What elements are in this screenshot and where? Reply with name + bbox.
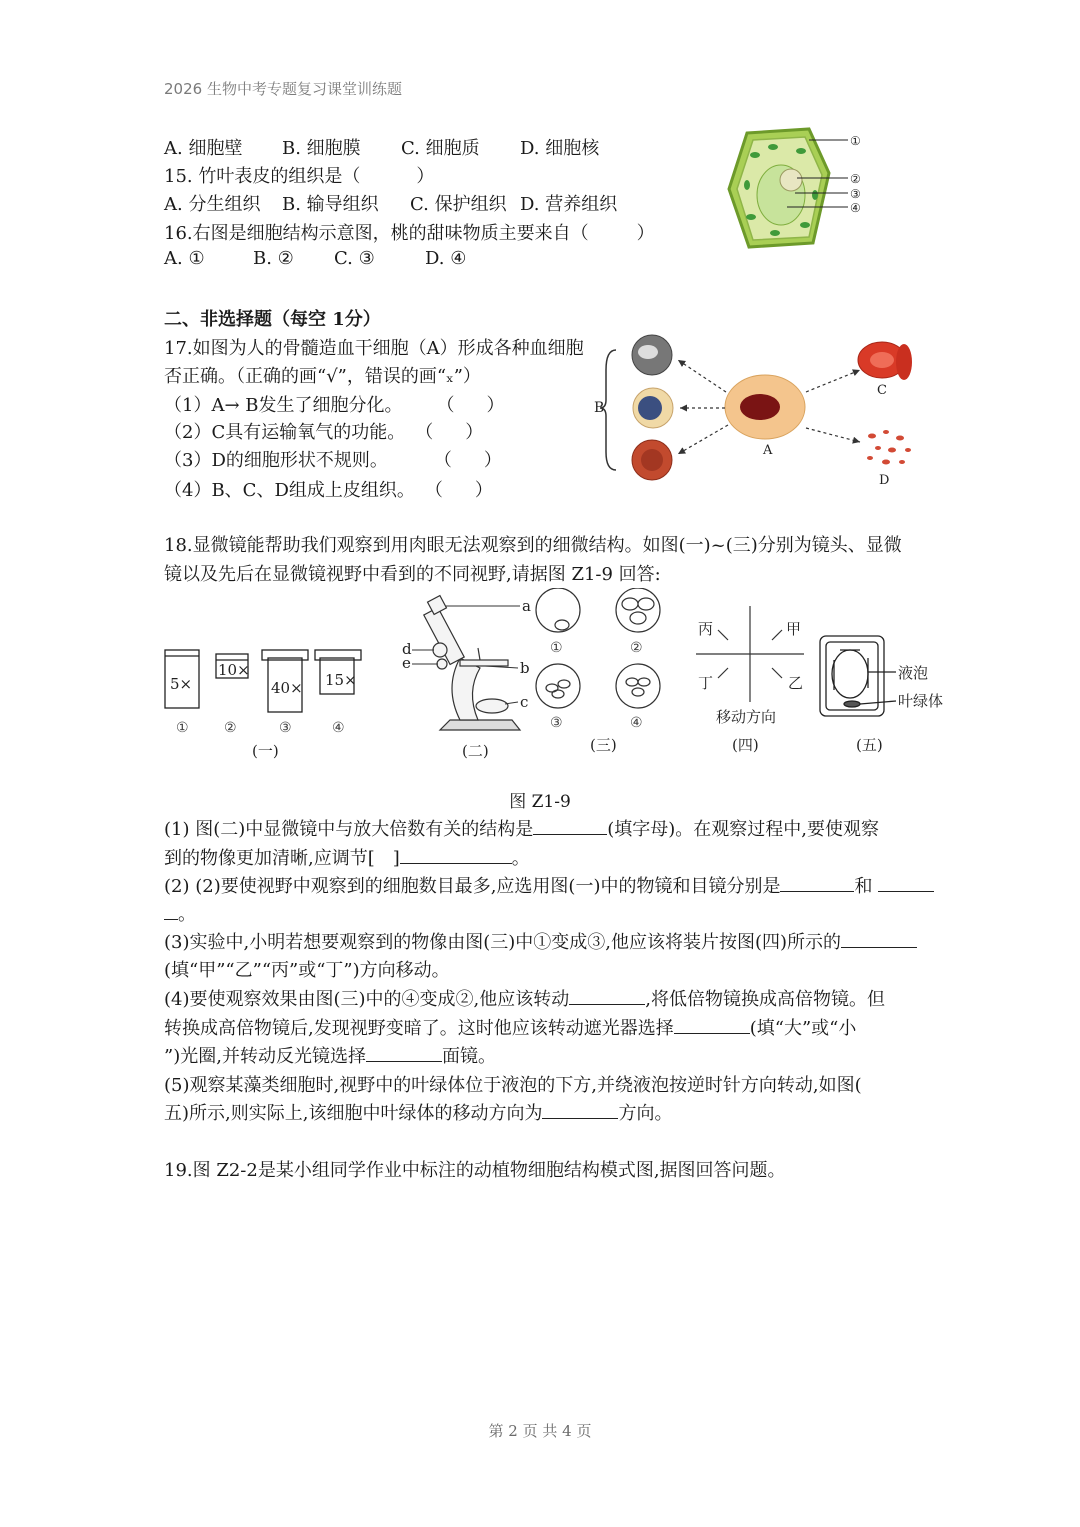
q17-paren-open: （ xyxy=(424,480,443,501)
blank-2-2-cont xyxy=(164,903,178,920)
q15-option-b: B. 输导组织 xyxy=(282,194,379,215)
microscope xyxy=(424,596,520,730)
q17-paren-close: ） xyxy=(465,422,484,443)
lens-label-1: 5× xyxy=(170,675,193,693)
q17-paren-open: （ xyxy=(415,422,434,443)
q18-p2-line1 xyxy=(164,872,934,898)
q16-option-c: C. ③ xyxy=(334,248,375,269)
q14-option-a: A. 细胞壁 xyxy=(164,138,243,159)
lens-num-1: ① xyxy=(176,720,189,736)
micro-label-c: c xyxy=(520,693,529,711)
q17-item-2-text: （2）C具有运输氧气的功能。 xyxy=(164,422,406,443)
q18-p5-line2 xyxy=(164,1099,672,1125)
page-header: 2026 生物中考专题复习课堂训练题 xyxy=(164,80,402,98)
q18-p1b: (填字母)。在观察过程中,要使观察 xyxy=(607,819,880,840)
q18-p4c: 转换成高倍物镜后,发现视野变暗了。这时他应该转动遮光器选择 xyxy=(164,1018,674,1039)
lens-num-2: ② xyxy=(224,720,237,736)
panel-label-2: (二) xyxy=(462,742,489,760)
q18-p5c: 方向。 xyxy=(618,1103,673,1124)
q17-item-3-text: （3）D的细胞形状不规则。 xyxy=(164,450,388,471)
q18-p5b: 五)所示,则实际上,该细胞中叶绿体的移动方向为 xyxy=(164,1103,543,1124)
view-num-3: ③ xyxy=(550,715,563,731)
q15-stem xyxy=(164,162,434,188)
q18-p3a: (3)实验中,小明若想要观察到的物像由图(三)中①变成③,他应该将装片按图(四)所示的 xyxy=(164,932,842,953)
blank-1-2[interactable] xyxy=(400,847,512,864)
q18-p4-line2 xyxy=(164,1014,856,1040)
q18-p2c: 。 xyxy=(178,904,196,925)
q16-stem-text: 16.右图是细胞结构示意图，桃的甜味物质主要来自（ xyxy=(164,223,589,244)
blank-4-2[interactable] xyxy=(674,1017,750,1034)
q19-stem: 19.图 Z2-2是某小组同学作业中标注的动植物细胞结构模式图,据图回答问题。 xyxy=(164,1160,786,1181)
q18-p4a: (4)要使观察效果由图(三)中的④变成②,他应该转动 xyxy=(164,989,570,1010)
q17-stem1: 17.如图为人的骨髓造血干细胞（A）形成各种血细胞 xyxy=(164,338,584,359)
cell-label-1: ① xyxy=(850,134,861,148)
q18-p4d: (填“大”或“小 xyxy=(749,1018,857,1039)
page-footer: 第 2 页 共 4 页 xyxy=(488,1422,592,1440)
q17-paren-close: ） xyxy=(486,395,505,416)
q18-p4f: 面镜。 xyxy=(441,1046,496,1067)
q17-paren-open: （ xyxy=(433,450,452,471)
fig5-label-vacuole: 液泡 xyxy=(898,664,929,682)
dir-caption: 移动方向 xyxy=(716,708,777,726)
label-c: C xyxy=(877,383,887,398)
q18-stem2: 镜以及先后在显微镜视野中看到的不同视野,请据图 Z1-9 回答: xyxy=(164,564,661,585)
fig5-label-chloroplast: 叶绿体 xyxy=(898,692,944,710)
q17-paren-close: ） xyxy=(483,450,502,471)
panel-label-3: (三) xyxy=(590,736,617,754)
cell-label-3: ③ xyxy=(850,187,861,201)
dir-label-jia: 甲 xyxy=(786,620,802,638)
q18-p3-line2: (填“甲”“乙”“丙”或“丁”)方向移动。 xyxy=(164,960,450,981)
q18-p1a: (1) 图(二)中显微镜中与放大倍数有关的结构是 xyxy=(164,819,534,840)
q18-p1d: 。 xyxy=(511,848,530,869)
blank-4-3[interactable] xyxy=(366,1045,442,1062)
lens-num-3: ③ xyxy=(279,720,292,736)
panel-label-5: (五) xyxy=(856,736,883,754)
label-d: D xyxy=(879,473,890,488)
q18-p2-line2 xyxy=(164,900,196,926)
q17-item-2 xyxy=(164,418,483,444)
q16-close: ） xyxy=(636,223,655,244)
label-a: A xyxy=(763,443,773,458)
blank-3-1[interactable] xyxy=(841,931,917,948)
view-num-1: ① xyxy=(550,640,563,656)
blank-2-2[interactable] xyxy=(878,875,934,892)
label-b: B xyxy=(594,400,605,416)
q16-option-d: D. ④ xyxy=(425,248,467,269)
q17-item-4 xyxy=(164,476,493,502)
q17-stem2: 否正确。（正确的画“√”，错误的画“ₓ”） xyxy=(164,366,481,387)
blank-2-1[interactable] xyxy=(780,875,854,892)
q18-p4-line1 xyxy=(164,985,885,1011)
view-num-2: ② xyxy=(630,640,643,656)
lens-num-4: ④ xyxy=(332,720,345,736)
q15-stem-text: 15. 竹叶表皮的组织是（ xyxy=(164,166,361,187)
q15-option-d: D. 营养组织 xyxy=(520,194,618,215)
section2-title: 二、非选择题（每空 1分） xyxy=(164,309,381,330)
micro-label-b: b xyxy=(520,659,530,677)
q15-option-a: A. 分生组织 xyxy=(164,194,261,215)
dir-label-ding: 丁 xyxy=(698,674,714,692)
cell-label-4: ④ xyxy=(850,201,861,215)
q18-p2a: (2) (2)要使视野中观察到的细胞数目最多,应选用图(一)中的物镜和目镜分别是 xyxy=(164,876,781,897)
q18-stem1: 18.显微镜能帮助我们观察到用肉眼无法观察到的细微结构。如图(一)~(三)分别为镜头、显微 xyxy=(164,535,902,556)
lens-label-2: 10× xyxy=(218,661,250,679)
q17-item-1 xyxy=(164,391,504,417)
platelets-d xyxy=(867,430,911,465)
micro-label-a: a xyxy=(522,597,531,615)
q18-p1-line1 xyxy=(164,815,879,841)
blood-cell-figure xyxy=(590,330,920,490)
algae-cell xyxy=(820,636,896,716)
q17-item-3 xyxy=(164,446,502,472)
q18-p4e: ”)光圈,并转动反光镜选择 xyxy=(164,1046,366,1067)
blank-4-1[interactable] xyxy=(569,988,645,1005)
q14-option-c: C. 细胞质 xyxy=(401,138,480,159)
q15-close: ） xyxy=(416,166,435,187)
cell-label-2: ② xyxy=(850,172,861,186)
blank-1-1[interactable] xyxy=(533,818,607,835)
dir-label-yi: 乙 xyxy=(788,674,804,692)
q18-p3-line1 xyxy=(164,928,917,954)
q14-option-d: D. 细胞核 xyxy=(520,138,600,159)
q16-option-a: A. ① xyxy=(164,248,205,269)
q17-item-1-text: （1）A→ B发生了细胞分化。 xyxy=(164,395,403,416)
plant-cell-figure xyxy=(725,125,870,250)
micro-label-d: d xyxy=(402,640,412,658)
view-num-4: ④ xyxy=(630,715,643,731)
q14-option-b: B. 细胞膜 xyxy=(282,138,361,159)
q17-item-4-text: （4）B、C、D组成上皮组织。 xyxy=(164,480,415,501)
q18-p2b: 和 xyxy=(854,876,873,897)
q16-stem xyxy=(164,219,655,245)
microscope-figure xyxy=(160,588,960,768)
dir-label-bing: 丙 xyxy=(698,620,714,638)
nucleus xyxy=(780,169,802,191)
q17-paren-close: ） xyxy=(474,480,493,501)
q18-p1c: 到的物像更加清晰,应调节[ ] xyxy=(164,848,400,869)
q18-p5-line1: (5)观察某藻类细胞时,视野中的叶绿体位于液泡的下方,并绕液泡按逆时针方向转动,如图( xyxy=(164,1075,862,1096)
q17-paren-open: （ xyxy=(436,395,455,416)
q18-p4b: ,将低倍物镜换成高倍物镜。但 xyxy=(645,989,885,1010)
q18-p1-line2 xyxy=(164,844,530,870)
panel-label-4: (四) xyxy=(732,736,759,754)
q16-option-b: B. ② xyxy=(253,248,294,269)
lens-label-4: 15× xyxy=(325,671,357,689)
lens-label-3: 40× xyxy=(271,679,303,697)
red-blood-cells-c xyxy=(858,342,912,380)
micro-label-e: e xyxy=(402,654,411,672)
q15-option-c: C. 保护组织 xyxy=(410,194,507,215)
blank-5-1[interactable] xyxy=(542,1102,618,1119)
q18-p4-line3 xyxy=(164,1042,496,1068)
panel-label-1: (一) xyxy=(252,742,279,760)
figure-caption: 图 Z1-9 xyxy=(509,792,571,812)
